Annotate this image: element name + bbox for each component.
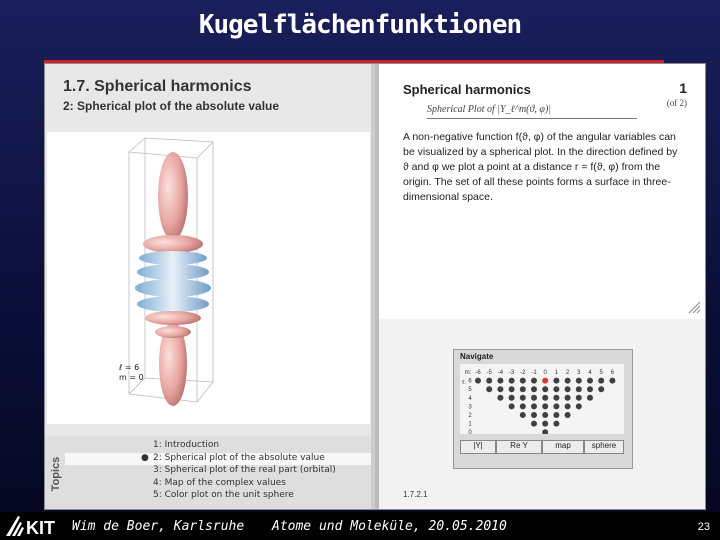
nav-point[interactable] — [587, 378, 593, 384]
nav-point[interactable] — [542, 429, 548, 434]
nav-point[interactable] — [587, 395, 593, 401]
spherical-plot-svg — [47, 132, 370, 424]
nav-point[interactable] — [486, 378, 492, 384]
nav-m-tick: -5 — [486, 370, 492, 376]
navigate-grid-svg — [460, 364, 624, 434]
nav-point[interactable] — [542, 386, 548, 392]
nav-point[interactable] — [475, 378, 481, 384]
topic-item[interactable] — [65, 440, 371, 453]
navigate-buttons — [460, 440, 626, 456]
topic-item[interactable] — [65, 453, 371, 466]
nav-m-tick: 4 — [588, 370, 592, 376]
topic-item[interactable] — [65, 490, 371, 503]
topics-tab[interactable] — [48, 444, 64, 506]
nav-point[interactable] — [520, 412, 526, 418]
card-page-number: 1 — [679, 80, 687, 96]
nav-point[interactable] — [598, 378, 604, 384]
nav-point[interactable] — [553, 386, 559, 392]
nav-point[interactable] — [531, 395, 537, 401]
plot-l-label: ℓ = 6 — [119, 363, 140, 372]
slide-title: Kugelflächenfunktionen — [198, 10, 522, 40]
topic-list — [65, 440, 371, 503]
nav-point[interactable] — [598, 386, 604, 392]
nav-point[interactable] — [553, 378, 559, 384]
nav-point[interactable] — [531, 412, 537, 418]
nav-point[interactable] — [553, 395, 559, 401]
navigate-grid[interactable] — [460, 364, 624, 434]
nav-l-label: ℓ: — [462, 380, 466, 386]
nav-l-tick: 1 — [468, 421, 472, 428]
nav-point[interactable] — [576, 403, 582, 409]
nav-point[interactable] — [587, 386, 593, 392]
nav-button[interactable]: map — [542, 440, 584, 454]
nav-point[interactable] — [609, 378, 615, 384]
nav-point[interactable] — [520, 378, 526, 384]
nav-button[interactable]: sphere — [584, 440, 624, 454]
nav-m-tick: -6 — [475, 370, 481, 376]
nav-point[interactable] — [542, 412, 548, 418]
footer-author: Wim de Boer, Karlsruhe — [72, 519, 245, 534]
spherical-plot[interactable] — [47, 132, 370, 424]
nav-m-label: m: — [464, 370, 472, 376]
nav-point[interactable] — [553, 403, 559, 409]
nav-button[interactable]: Re Y — [496, 440, 542, 454]
nav-point[interactable] — [565, 412, 571, 418]
topic-label: 1: Introduction — [153, 440, 220, 450]
nav-point[interactable] — [509, 403, 515, 409]
nav-m-tick: -4 — [497, 370, 504, 376]
topic-label: 2: Spherical plot of the absolute value — [153, 452, 325, 463]
topic-label: 4: Map of the complex values — [153, 477, 286, 488]
nav-l-tick: 6 — [468, 378, 472, 385]
nav-m-tick: 6 — [610, 370, 615, 376]
nav-m-tick: 1 — [554, 370, 559, 376]
nav-point[interactable] — [553, 421, 559, 427]
nav-point[interactable] — [565, 378, 571, 384]
nav-point[interactable] — [553, 412, 559, 418]
navigate-title: Navigate — [460, 352, 494, 361]
nav-point[interactable] — [531, 378, 537, 384]
nav-m-tick: 5 — [599, 370, 603, 376]
surface — [135, 152, 211, 406]
footer-page-number: 23 — [697, 521, 710, 533]
card-subtitle-text: Spherical Plot of |Y_ℓ^m(ϑ, φ)| — [427, 104, 552, 115]
nav-point[interactable] — [542, 395, 548, 401]
topic-active-bullet: ● — [141, 452, 149, 463]
kit-logo — [4, 514, 66, 538]
nav-m-tick: 3 — [577, 370, 581, 376]
nav-point[interactable] — [509, 378, 515, 384]
nav-m-tick: -1 — [531, 370, 537, 376]
navigate-panel — [453, 349, 633, 469]
card-body: A non-negative function f(ϑ, φ) of the angular variables can be visualized by a spherical plot. In the direction defined by ϑ and φ we plot a point at a distance r = f(ϑ, φ) from the origin. The set of all these points forms a surface in three-dimensional space. — [403, 131, 678, 203]
nav-point[interactable] — [509, 395, 515, 401]
nav-point[interactable] — [565, 395, 571, 401]
nav-m-tick: -3 — [508, 370, 515, 376]
resize-grip-icon[interactable] — [687, 300, 701, 314]
topic-item[interactable] — [65, 465, 371, 478]
card-title: Spherical harmonics — [403, 82, 531, 97]
nav-point[interactable] — [576, 386, 582, 392]
nav-point[interactable] — [565, 403, 571, 409]
topics-label: Topics — [50, 456, 62, 492]
nav-l-tick: 3 — [468, 404, 472, 411]
topic-item[interactable] — [65, 478, 371, 491]
nav-l-tick: 2 — [468, 413, 472, 419]
nav-l-tick: 0 — [468, 430, 472, 434]
topic-label: 5: Color plot on the unit sphere — [153, 490, 294, 500]
nav-point[interactable] — [520, 395, 526, 401]
nav-point[interactable] — [497, 386, 503, 392]
nav-point[interactable] — [531, 421, 537, 427]
nav-point[interactable] — [520, 403, 526, 409]
nav-point[interactable] — [520, 386, 526, 392]
nav-l-tick: 5 — [468, 387, 472, 394]
nav-point[interactable] — [542, 403, 548, 409]
nav-point-selected[interactable] — [542, 378, 548, 384]
nav-point[interactable] — [497, 395, 503, 401]
plot-m-label: m = 0 — [119, 373, 144, 382]
topic-label: 3: Spherical plot of the real part (orbital) — [153, 465, 336, 475]
app-window — [44, 63, 706, 510]
nav-point[interactable] — [509, 386, 515, 392]
nav-point[interactable] — [486, 386, 492, 392]
nav-point[interactable] — [576, 395, 582, 401]
nav-point[interactable] — [542, 421, 548, 427]
nav-button[interactable]: |Y| — [460, 440, 496, 454]
left-pane — [45, 64, 371, 509]
card-page-of: (of 2) — [666, 98, 687, 108]
right-pane — [379, 64, 705, 509]
nav-point[interactable] — [576, 378, 582, 384]
card-footer-number: 1.7.2.1 — [403, 490, 428, 499]
card-subtitle — [427, 104, 551, 115]
nav-point[interactable] — [497, 378, 503, 384]
section-subtitle: 2: Spherical plot of the absolute value — [63, 99, 280, 113]
kit-logo-text: KIT — [26, 518, 55, 538]
nav-l-tick: 4 — [468, 395, 472, 402]
nav-point[interactable] — [565, 386, 571, 392]
nav-point[interactable] — [531, 386, 537, 392]
nav-m-tick: 0 — [543, 370, 547, 376]
nav-point[interactable] — [531, 403, 537, 409]
footer-course: Atome und Moleküle, 20.05.2010 — [272, 519, 507, 534]
nav-m-tick: 2 — [565, 370, 570, 376]
nav-m-tick: -2 — [520, 370, 526, 376]
section-title: 1.7. Spherical harmonics — [63, 78, 252, 95]
info-card — [379, 64, 705, 319]
